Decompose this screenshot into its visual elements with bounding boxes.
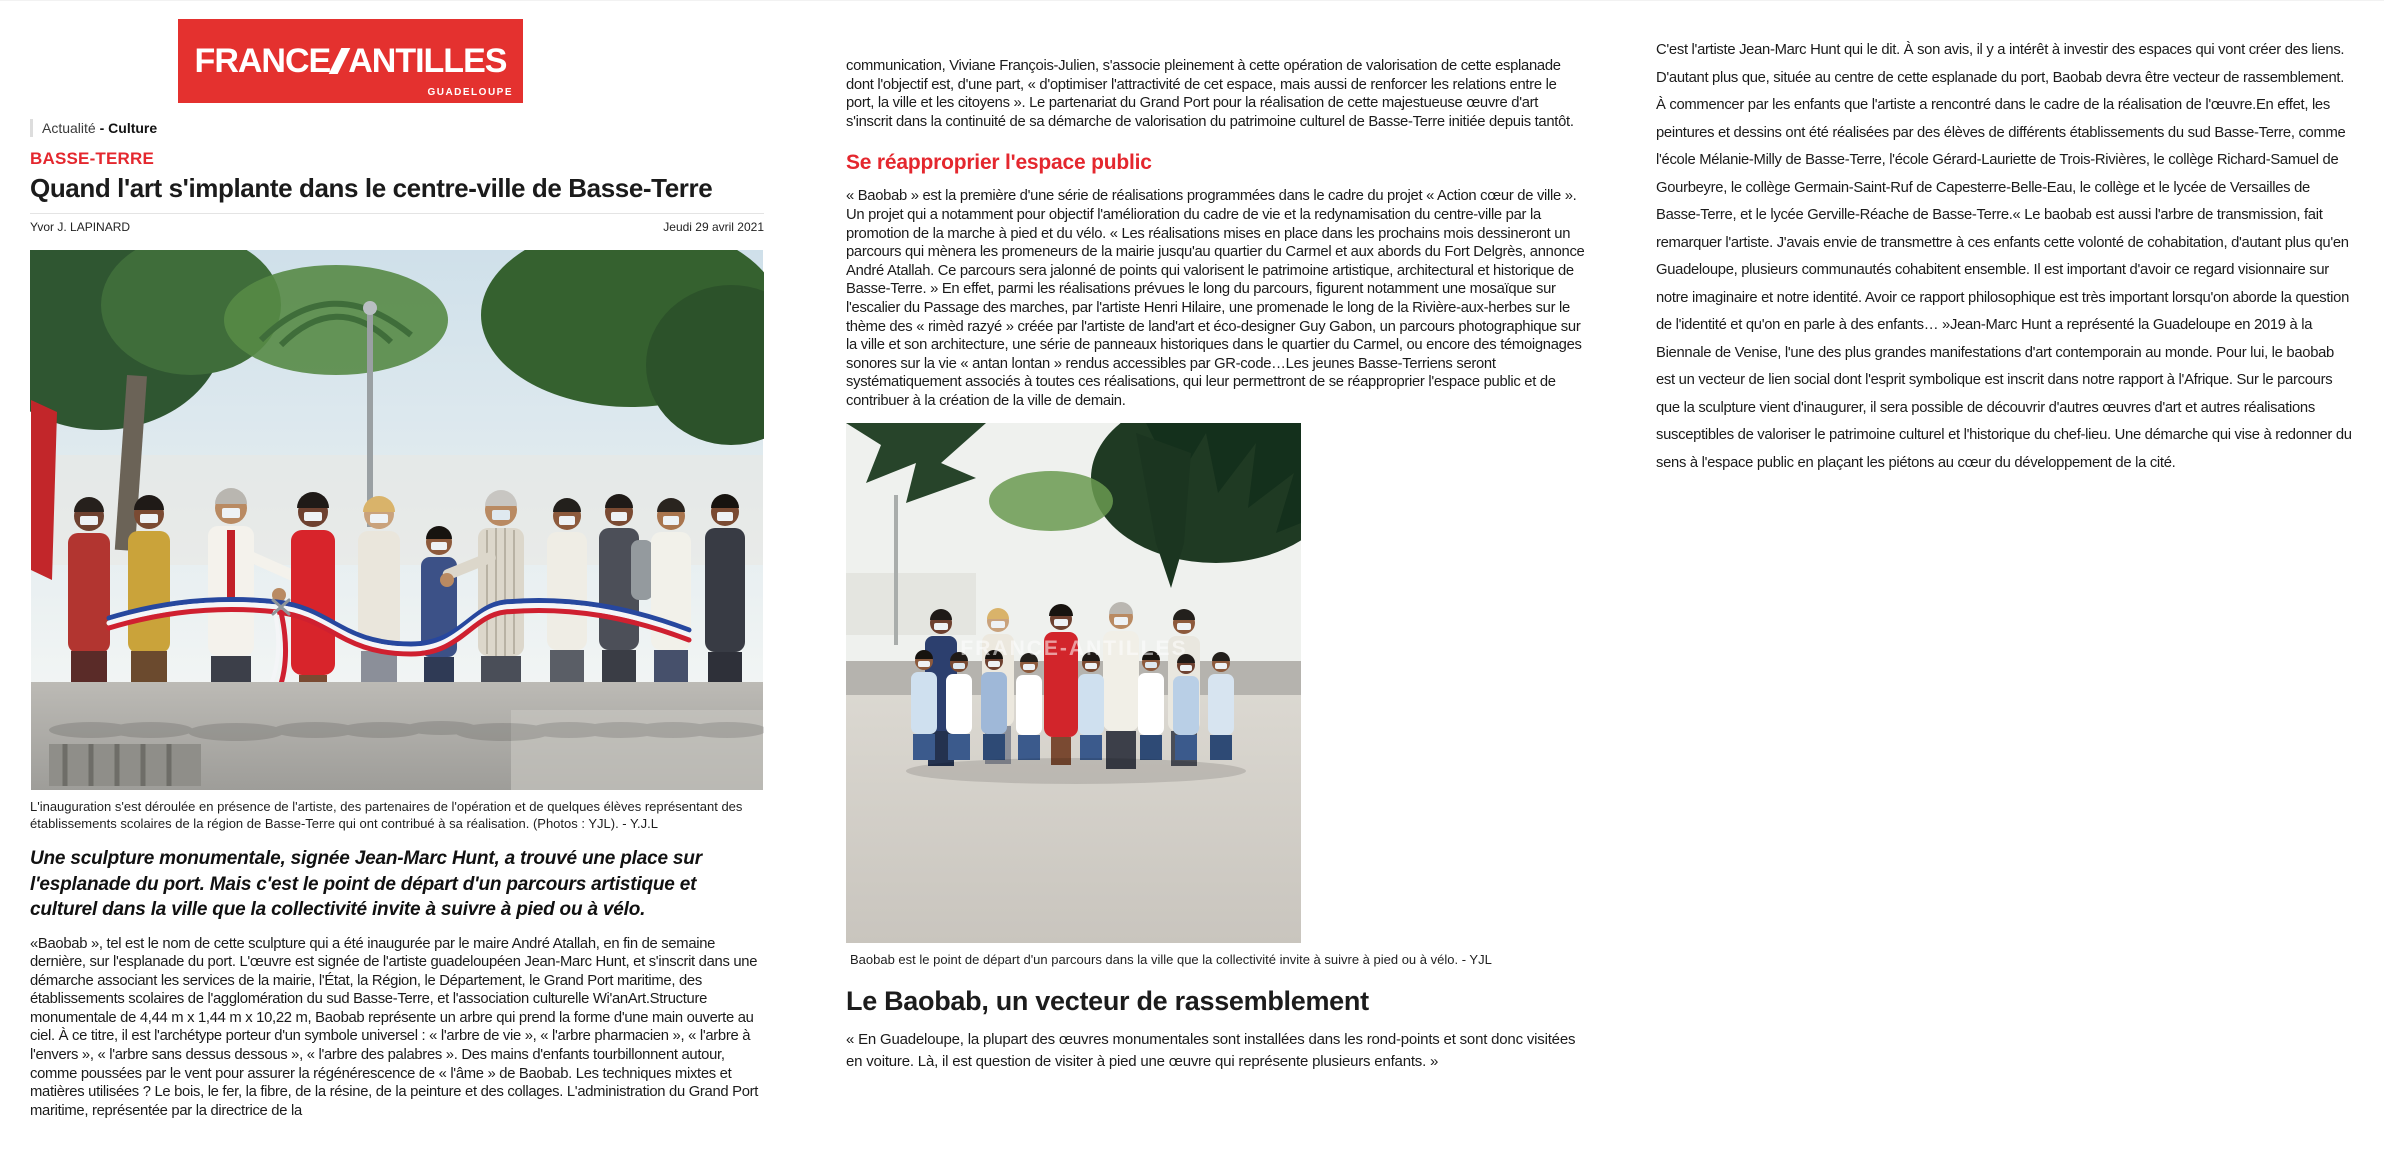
breadcrumb-category[interactable]: Culture — [108, 120, 158, 136]
column-right — [1656, 37, 2352, 477]
breadcrumb — [30, 119, 764, 137]
column-middle — [846, 57, 1586, 1073]
article-photo-children-group — [846, 423, 1301, 943]
section-heading-red: Se réapproprier l'espace public — [846, 151, 1152, 175]
title-divider — [30, 213, 764, 214]
column2-body-paragraph: « Baobab » est la première d'une série de réalisations programmées dans le cadre du projet « Action cœur de ville ». Un projet qui a notamment pour objectif l'amélioration du cadre de vie et la redynamisation du centre-ville par la promotion de la marche à pied et du vélo. « Les réalisations mises en place dans les prochains mois dessineront un parcours qui mènera les promeneurs de la mairie jusqu'au quartier du Carmel et aux abords du Fort Delgrès, annonce André Atallah. Ce parcours sera jalonné de points qui valorisent le patrimoine artistique, architectural et historique de Basse-Terre. » En effet, parmi les réalisations prévues le long du parcours, figurent notamment une mosaïque sur l'escalier du Passage des marches, par l'artiste Henri Hilaire, une promenade le long de la Rivière-aux-herbes sur le thème des « rimèd razyé » créée par l'artiste de land'art et éco-designer Guy Gabon, un parcours photographique sur la ville et son architecture, une série de panneaux historiques dans le quartier du Carmel, ou encore des témoignages sonores sur la vie « antan lontan » rendus accessibles par GR-code…Les jeunes Basse-Terriens seront systématiquement associés à toutes ces réalisations, qui leur permettront de se réapproprier l'espace public et de contribuer à la création de la ville de demain. — [846, 188, 1585, 409]
photo1-ground — [31, 682, 764, 790]
article-author: Yvor J. LAPINARD — [30, 220, 131, 234]
logo-part2: ANTILLES — [348, 42, 507, 80]
article-figure-1 — [30, 250, 764, 832]
article-title: Quand l'art s'implante dans le centre-ville de Basse-Terre — [30, 173, 713, 203]
photo1-drain-grate — [49, 744, 201, 786]
column3-body-paragraph: C'est l'artiste Jean-Marc Hunt qui le dit. À son avis, il y a intérêt à investir des espaces qui vont créer des liens. D'autant plus que, située au centre de cette esplanade du port, Baobab devra être vecteur de rassemblement. À commencer par les enfants que l'artiste a rencontré dans le cadre de la réalisation de l'œuvre.En effet, les peintures et dessins ont été réalisées par des élèves de différents établissements du sud Basse-Terre, comme l'école Mélanie-Milly de Basse-Terre, l'école Gérard-Lauriette de Trois-Rivières, le collège Richard-Samuel de Gourbeyre, le collège Germain-Saint-Ruf de Capesterre-Belle-Eau, le collège et le lycée de Versailles de Basse-Terre, et le lycée Gerville-Réache de Basse-Terre.« Le baobab est aussi l'arbre de transmission, fait remarquer l'artiste. J'avais envie de transmettre à ces enfants cette volonté de cohabitation, d'autant plus qu'en Guadeloupe, plusieurs communautés cohabitent ensemble. Il est important d'avoir ce regard visionnaire sur notre imaginaire et notre identité. Avoir ce rapport philosophique est très important lorsqu'on aborde la question de l'identité et qu'on en parle à des enfants… »Jean-Marc Hunt a représenté la Guadeloupe en 2019 à la Biennale de Venise, l'une des plus grandes manifestations d'art contemporain au monde. Pour lui, le baobab est un vecteur de lien social dont l'esprit symbolique est inscrit dans notre rapport à l'Afrique. Sur le parcours que la sculpture vient d'inaugurer, il sera possible de découvrir d'autres œuvres d'art et autres réalisations susceptibles de valoriser le patrimoine culturel et l'historique du chef-lieu. Une démarche qui vise à redonner du sens à l'espace public en plaçant les piétons au cœur du développement de la cité. — [1656, 42, 2352, 471]
article-lede: Une sculpture monumentale, signée Jean-Marc Hunt, a trouvé une place sur l'esplanade du port. Mais c'est le point de départ d'un parcours artistique et culturel dans la ville que la collectivité invite à suivre à pied ou à vélo. — [30, 848, 702, 920]
breadcrumb-separator: - — [99, 120, 105, 136]
france-antilles-logo — [178, 19, 523, 103]
logo-wordmark — [195, 44, 507, 78]
photo2-watermark: FRANCE-ANTILLES — [960, 636, 1188, 660]
section-subheading: Le Baobab, un vecteur de rassemblement — [846, 985, 1369, 1016]
article-figure-2 — [846, 423, 1586, 968]
column2-quote-paragraph: « En Guadeloupe, la plupart des œuvres monumentales sont installées dans les rond-points et sont donc visitées en voiture. Là, il est question de visiter à pied une œuvre qui représente plusieurs enfants. » — [846, 1030, 1576, 1070]
photo2-caption: Baobab est le point de départ d'un parcours dans la ville que la collectivité invite à suivre à pied ou à vélo. - YJL — [850, 951, 1492, 967]
byline-row — [30, 220, 764, 234]
column2-intro-paragraph: communication, Viviane François-Julien, s'associe pleinement à cette opération de valorisation de cette esplanade dont l'objectif est, d'une part, « d'optimiser l'attractivité de cet espace, mais aussi de renforcer les relations entre le port, la ville et les citoyens ». Le partenariat du Grand Port pour la réalisation de cette majestueuse œuvre d'art s'inscrit dans la continuité de sa démarche de valorisation du patrimoine culturel de Basse-Terre initiée depuis tantôt. — [846, 58, 1574, 130]
column1-body-paragraph: «Baobab », tel est le nom de cette sculpture qui a été inaugurée par le maire André Atallah, en fin de semaine dernière, sur l'esplanade du port. L'œuvre est signée de l'artiste guadeloupéen Jean-Marc Hunt, et s'inscrit dans une démarche associant les services de la mairie, l'État, la Région, le Département, le Grand Port maritime, des établissements scolaires de l'agglomération du sud Basse-Terre, et l'association culturelle Wi'anArt.Structure monumentale de 4,44 m x 1,44 m x 10,22 m, Baobab représente un arbre qui prend la forme d'une main ouverte au ciel. À ce titre, il est l'archétype porteur d'un symbole universel : « l'arbre de vie », « l'arbre pharmacien », « l'arbre à l'envers », « l'arbre sans dessus dessous », « l'arbre des palabres ». Des mains d'enfants tourbillonnent autour, comme poussées par le vent pour assurer la régénérescence de « l'âme » de Baobab. Les techniques mixtes et matières utilisées ? Le bois, le fer, la fibre, de la résine, de la peinture et des collages. L'administration du Grand Port maritime, représentée par la directrice de la — [30, 935, 759, 1119]
article-photo-ribbon-cutting — [30, 250, 764, 790]
breadcrumb-section[interactable]: Actualité — [42, 120, 96, 136]
article-kicker: BASSE-TERRE — [30, 149, 155, 168]
photo1-caption: L'inauguration s'est déroulée en présence de l'artiste, des partenaires de l'opération et de quelques élèves représentant des établissements scolaires de la région de Basse-Terre qui ont contribué à sa réalisation. (Photos : YJL). - Y.J.L — [30, 799, 743, 831]
logo-part1: FRANCE — [194, 42, 331, 80]
column-left — [30, 19, 764, 1120]
logo-region-label: GUADELOUPE — [427, 87, 513, 98]
article-date: Jeudi 29 avril 2021 — [663, 220, 764, 234]
